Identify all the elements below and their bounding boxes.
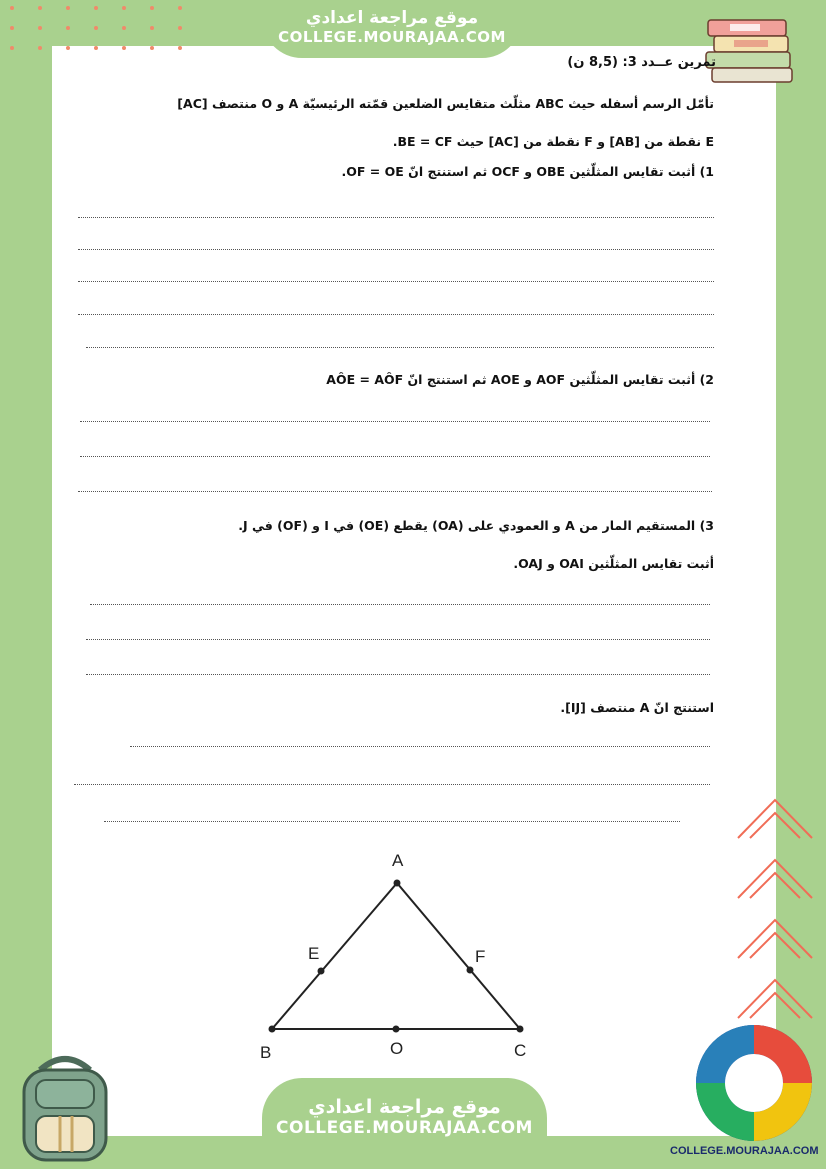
label-f: F	[475, 947, 486, 966]
answer-line[interactable]	[86, 639, 710, 640]
label-o: O	[390, 1039, 404, 1058]
answer-line[interactable]	[86, 674, 710, 675]
label-e: E	[308, 944, 320, 963]
exercise-title: تمرين عــدد 3: (8,5 ن)	[567, 55, 716, 70]
logo-caption: COLLEGE.MOURAJAA.COM	[670, 1145, 819, 1157]
point-b	[269, 1026, 276, 1033]
question-3-part-b: استنتج انّ A منتصف [IJ].	[560, 700, 714, 715]
header-banner	[262, 0, 522, 58]
site-logo-icon	[693, 1022, 815, 1144]
exercise-intro-line2: E نقطة من [AB] و F نقطة من [AC] حيث BE = CF.	[392, 134, 714, 149]
answer-line[interactable]	[80, 421, 710, 422]
backpack-icon	[10, 1050, 120, 1165]
answer-line[interactable]	[104, 821, 680, 822]
chevron-decoration-icon	[730, 790, 820, 1040]
point-o	[393, 1026, 400, 1033]
segment-ac	[397, 883, 520, 1029]
answer-line[interactable]	[78, 281, 714, 282]
answer-line[interactable]	[86, 347, 714, 348]
footer-banner	[262, 1078, 547, 1169]
answer-line[interactable]	[74, 784, 710, 785]
question-3-part-a: أثبت تقايس المثلّثين OAI و OAJ.	[513, 556, 714, 571]
answer-line[interactable]	[78, 249, 714, 250]
label-a: A	[392, 851, 404, 870]
answer-line[interactable]	[78, 314, 714, 315]
answer-line[interactable]	[80, 456, 710, 457]
answer-line[interactable]	[78, 491, 712, 492]
point-f	[467, 967, 474, 974]
question-2: 2) أثبت تقايس المثلّثين AOF و AOE ثم استنتج انّ AÔE = AÔF	[326, 372, 714, 387]
label-b: B	[260, 1043, 272, 1062]
question-3: 3) المستقيم المار من A و العمودي على (OA) يقطع (OE) في I و (OF) في J.	[238, 518, 714, 533]
footer-site-url[interactable]: COLLEGE.MOURAJAA.COM	[276, 1118, 533, 1138]
point-a	[394, 880, 401, 887]
footer-site-arabic: موقع مراجعة اعدادي	[308, 1096, 501, 1118]
exercise-intro-line1: تأمّل الرسم أسفله حيث ABC مثلّث متقايس الضلعين قمّته الرئيسيّة A و O منتصف [AC]	[177, 96, 714, 111]
answer-line[interactable]	[78, 217, 714, 218]
header-site-url[interactable]: COLLEGE.MOURAJAA.COM	[278, 28, 506, 46]
decorative-dots	[0, 0, 220, 60]
point-e	[318, 968, 325, 975]
header-site-arabic: موقع مراجعة اعدادي	[305, 8, 479, 28]
label-c: C	[514, 1041, 527, 1060]
triangle-figure	[250, 840, 550, 1070]
point-c	[517, 1026, 524, 1033]
answer-line[interactable]	[90, 604, 710, 605]
answer-line[interactable]	[130, 746, 710, 747]
segment-ab	[272, 883, 397, 1029]
question-1: 1) أثبت تقايس المثلّثين OBE و OCF ثم استنتج انّ OF = OE.	[341, 164, 714, 179]
books-icon	[700, 10, 805, 90]
